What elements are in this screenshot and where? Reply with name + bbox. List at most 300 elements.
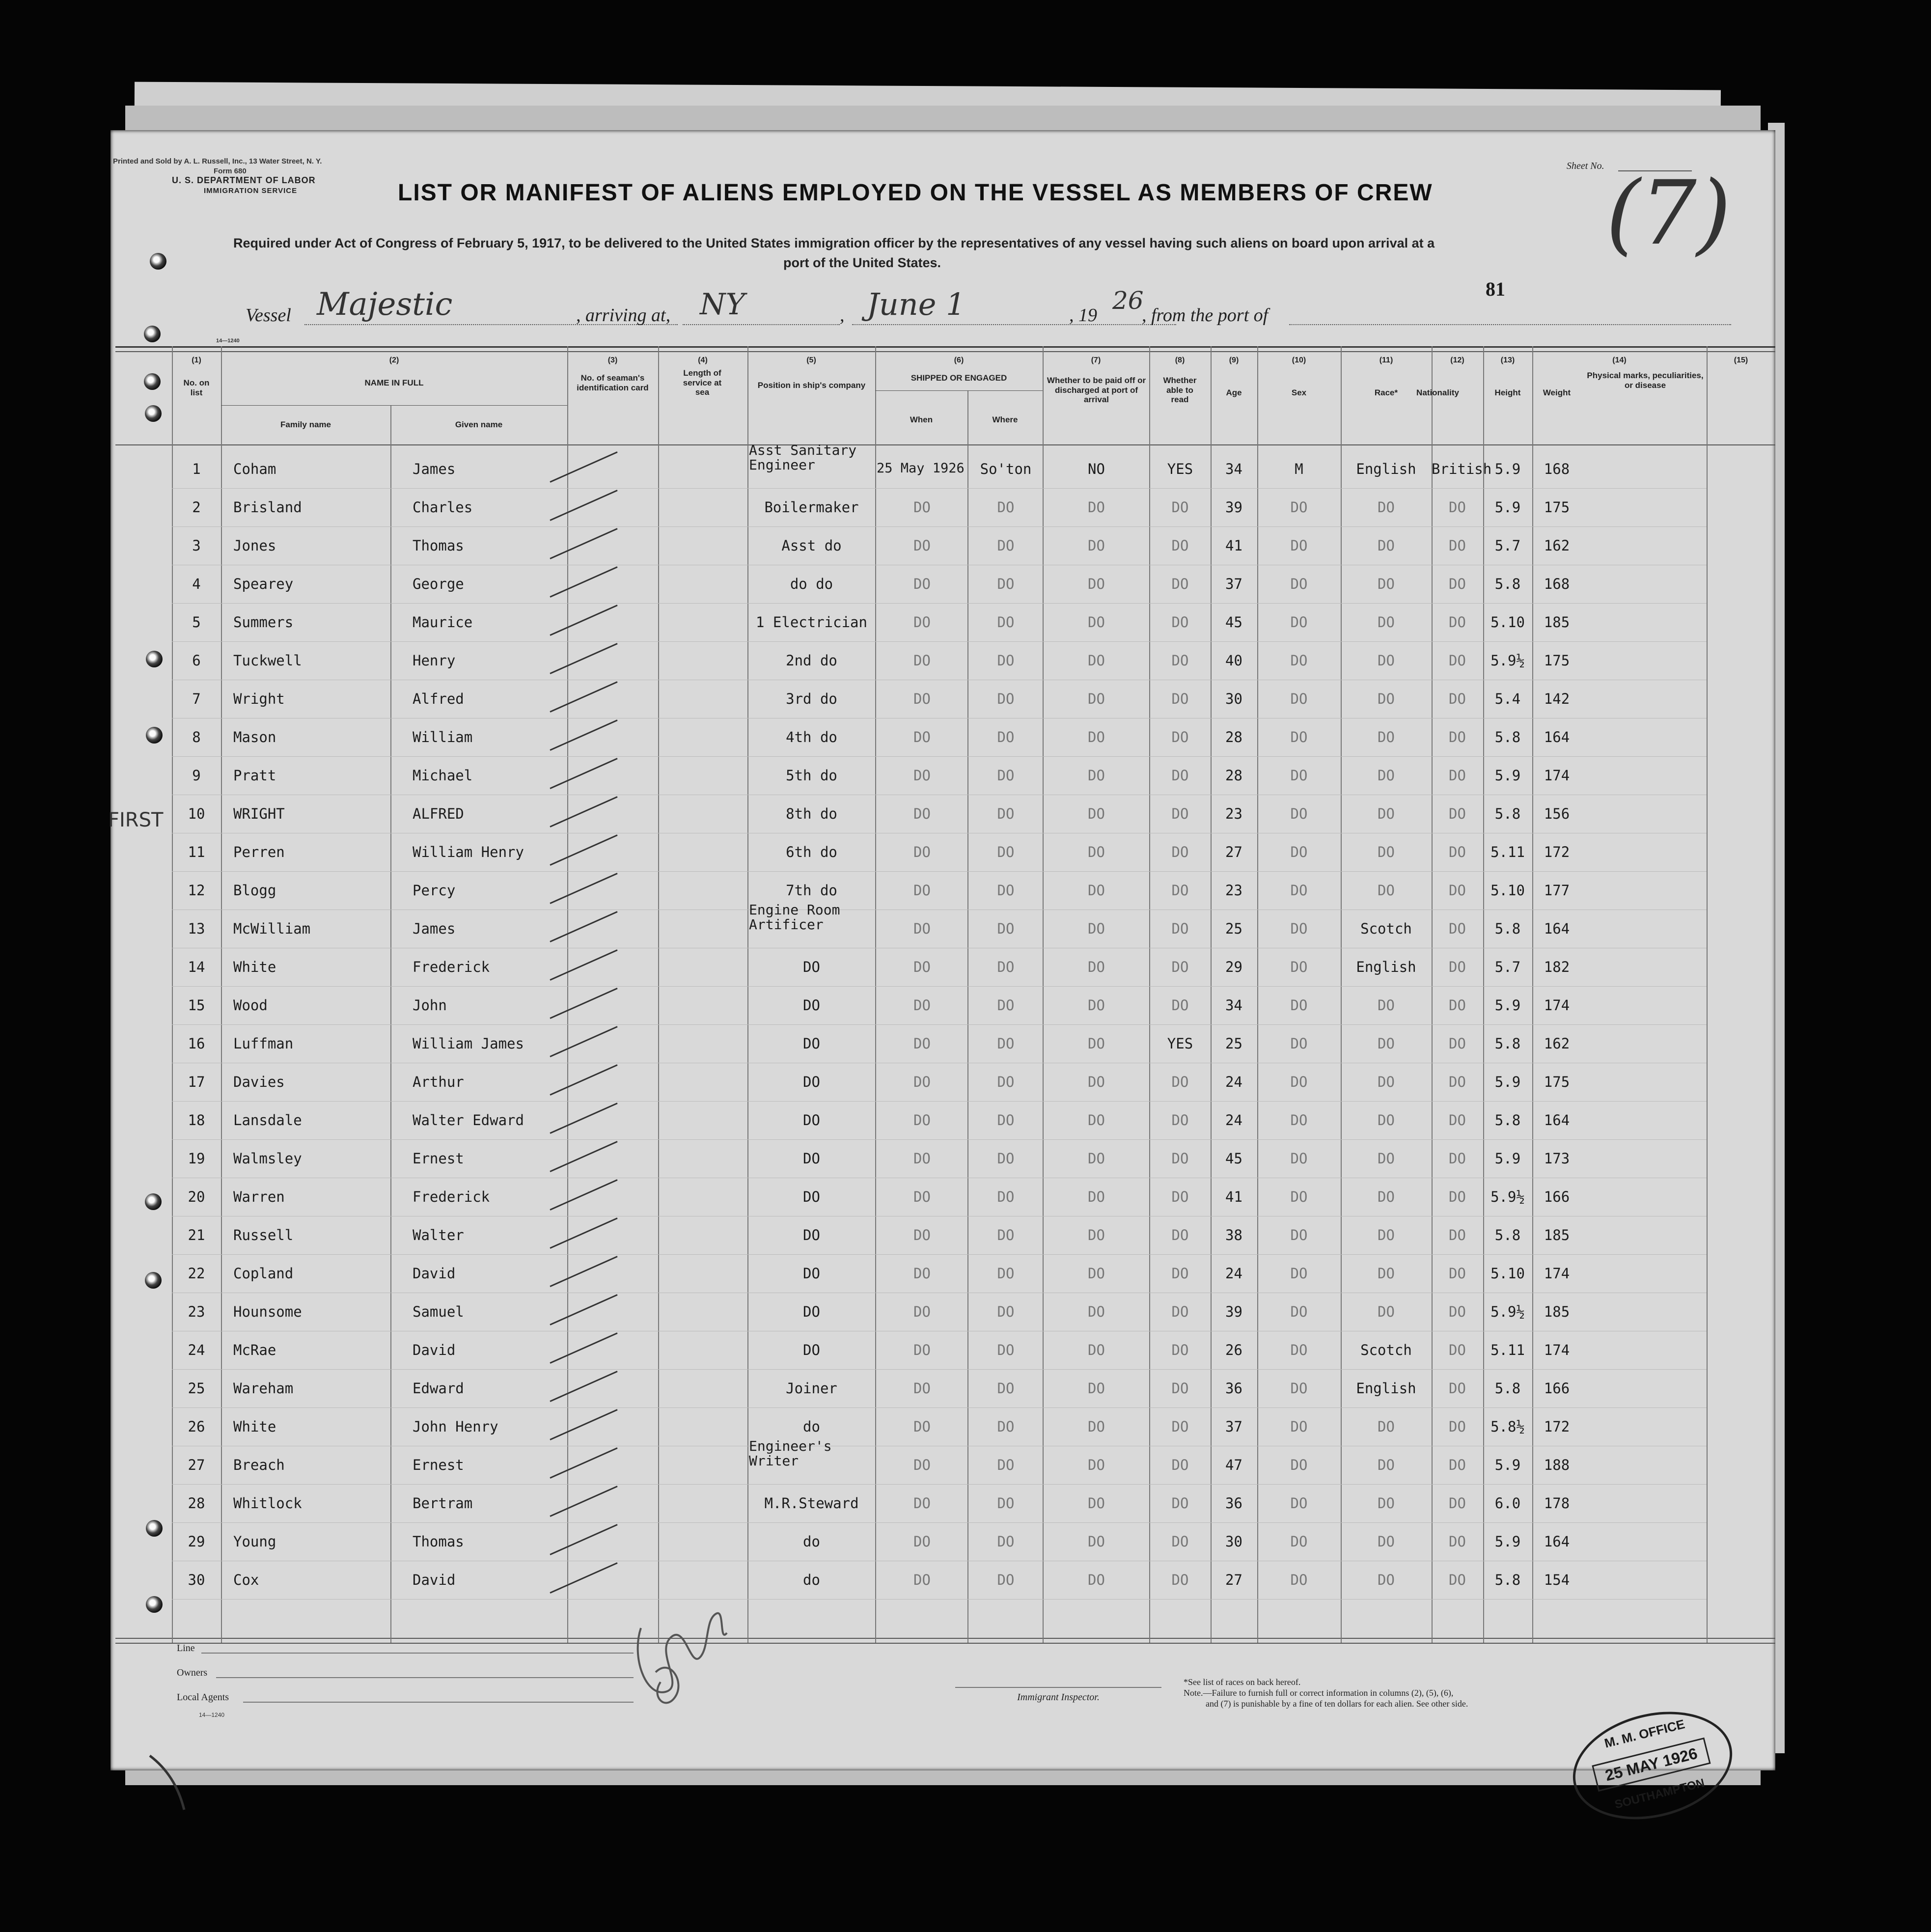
col-num-13: (13) (1500, 356, 1515, 364)
cell-family-name: McWilliam (233, 920, 311, 937)
cell-family-name: Jones (233, 537, 276, 554)
col-num-12: (12) (1450, 356, 1464, 364)
cell-shipped-when: DO (913, 1035, 931, 1052)
cell-shipped-where: DO (997, 997, 1015, 1014)
cell-able-to-read: DO (1171, 920, 1189, 937)
cell-weight: 185 (1544, 1227, 1570, 1243)
cell-race: DO (1378, 882, 1395, 899)
cell-able-to-read: DO (1171, 537, 1189, 554)
cell-shipped-when: DO (913, 767, 931, 784)
cell-nationality: DO (1449, 1188, 1466, 1205)
cell-paid-off: DO (1088, 1533, 1105, 1550)
cell-shipped-where: DO (997, 1495, 1015, 1512)
cell-sex: DO (1290, 499, 1308, 516)
cell-able-to-read: DO (1171, 1265, 1189, 1282)
cell-weight: 175 (1544, 499, 1570, 516)
local-agents-label: Local Agents (177, 1692, 229, 1703)
cell-shipped-when: DO (913, 1074, 931, 1090)
cell-age: 23 (1225, 882, 1242, 899)
cell-position: do (803, 1572, 820, 1588)
year-handwritten: 26 (1112, 286, 1144, 315)
owners-field[interactable] (216, 1677, 634, 1678)
binder-hole-icon (144, 326, 161, 342)
cell-paid-off: DO (1088, 1572, 1105, 1588)
cell-shipped-when: DO (913, 1380, 931, 1397)
cell-race: DO (1378, 1074, 1395, 1090)
cell-height: 5.9 (1494, 1150, 1521, 1167)
cell-age: 28 (1225, 767, 1242, 784)
cell-shipped-when: DO (913, 1572, 931, 1588)
cell-sex: DO (1290, 1074, 1308, 1090)
cell-row-number: 18 (188, 1112, 205, 1129)
cell-height: 5.8 (1494, 1035, 1521, 1052)
cell-row-number: 23 (188, 1303, 205, 1320)
cell-height: 5.9 (1494, 461, 1521, 477)
cell-age: 27 (1225, 844, 1242, 860)
cell-able-to-read: DO (1171, 1303, 1189, 1320)
cell-nationality: DO (1449, 1457, 1466, 1473)
cell-able-to-read: DO (1171, 614, 1189, 631)
table-row (110, 567, 1775, 604)
cell-position: DO (803, 1035, 820, 1052)
from-port-line (1289, 324, 1731, 325)
table-row (110, 1486, 1775, 1523)
arrival-date-line (852, 324, 1176, 325)
cell-height: 5.9 (1494, 1457, 1521, 1473)
local-agents-field[interactable] (243, 1702, 634, 1703)
cell-nationality: DO (1449, 1380, 1466, 1397)
cell-sex: DO (1290, 844, 1308, 860)
table-row (110, 1295, 1775, 1332)
cell-age: 41 (1225, 1188, 1242, 1205)
cell-given-name: Frederick (413, 1188, 490, 1205)
cell-race: DO (1378, 1265, 1395, 1282)
cell-height: 5.10 (1490, 882, 1525, 899)
cell-family-name: Tuckwell (233, 652, 302, 669)
cell-weight: 164 (1544, 1533, 1570, 1550)
cell-shipped-when: DO (913, 959, 931, 975)
cell-paid-off: DO (1088, 1112, 1105, 1129)
cell-race: DO (1378, 1457, 1395, 1473)
cell-family-name: Pratt (233, 767, 276, 784)
row-rule (172, 986, 1707, 987)
requirement-text-2: port of the United States. (783, 255, 941, 270)
cell-given-name: Charles (413, 499, 473, 516)
row-rule (172, 871, 1707, 872)
table-row (110, 1141, 1775, 1179)
cell-given-name: Alfred (413, 690, 464, 707)
inspector-signature (626, 1599, 734, 1716)
cell-weight: 142 (1544, 690, 1570, 707)
cell-shipped-when: DO (913, 1188, 931, 1205)
header-age: Age (1226, 388, 1242, 397)
cell-weight: 168 (1544, 576, 1570, 592)
header-physical-marks: Physical marks, peculiarities, or disease (1587, 371, 1704, 390)
cell-given-name: Samuel (413, 1303, 464, 1320)
col-num-7: (7) (1091, 356, 1101, 364)
cell-nationality: DO (1449, 1342, 1466, 1358)
cell-nationality: DO (1449, 767, 1466, 784)
cell-weight: 177 (1544, 882, 1570, 899)
cell-shipped-where: DO (997, 1150, 1015, 1167)
table-row (110, 643, 1775, 681)
row-rule (172, 1101, 1707, 1102)
cell-age: 24 (1225, 1074, 1242, 1090)
cell-row-number: 27 (188, 1457, 205, 1473)
cell-sex: DO (1290, 614, 1308, 631)
cell-position: 1 Electrician (756, 614, 867, 631)
cell-shipped-when: DO (913, 844, 931, 860)
cell-family-name: White (233, 959, 276, 975)
sheet-number-label: Sheet No. (1567, 161, 1604, 171)
cell-family-name: Wood (233, 997, 268, 1014)
header-where: Where (992, 415, 1018, 424)
cell-height: 5.9½ (1490, 652, 1525, 669)
cell-position: M.R.Steward (764, 1495, 859, 1512)
cell-shipped-when: DO (913, 1265, 931, 1282)
cell-sex: DO (1290, 1572, 1308, 1588)
cell-family-name: Luffman (233, 1035, 294, 1052)
cell-position: DO (803, 1074, 820, 1090)
table-row (110, 902, 1775, 949)
cell-nationality: DO (1449, 882, 1466, 899)
cell-shipped-where: DO (997, 499, 1015, 516)
header-length-service: Length of service at sea (683, 368, 722, 397)
cell-row-number: 25 (188, 1380, 205, 1397)
cell-able-to-read: DO (1171, 1188, 1189, 1205)
cell-position: Engine Room Artificer (749, 902, 840, 933)
cell-age: 28 (1225, 729, 1242, 745)
cell-sex: DO (1290, 1150, 1308, 1167)
cell-able-to-read: DO (1171, 1418, 1189, 1435)
cell-height: 5.10 (1490, 614, 1525, 631)
table-row (110, 1563, 1775, 1600)
arriving-port: NY (700, 287, 745, 322)
cell-height: 5.9 (1494, 1533, 1521, 1550)
header-height: Height (1494, 388, 1521, 397)
cell-paid-off: DO (1088, 1150, 1105, 1167)
cell-weight: 162 (1544, 537, 1570, 554)
cell-paid-off: DO (1088, 1188, 1105, 1205)
cell-race: DO (1378, 1188, 1395, 1205)
cell-row-number: 10 (188, 805, 205, 822)
cell-row-number: 14 (188, 959, 205, 975)
cell-row-number: 24 (188, 1342, 205, 1358)
cell-position: DO (803, 1112, 820, 1129)
sheet-mark: (7) (1606, 162, 1731, 265)
cell-nationality: DO (1449, 729, 1466, 745)
col-num-9: (9) (1229, 356, 1239, 364)
cell-race: DO (1378, 1495, 1395, 1512)
cell-shipped-when: DO (913, 1227, 931, 1243)
cell-given-name: Maurice (413, 614, 473, 631)
cell-nationality: DO (1449, 997, 1466, 1014)
cell-shipped-when: 25 May 1926 (877, 461, 965, 476)
cell-able-to-read: DO (1171, 1457, 1189, 1473)
cell-age: 39 (1225, 499, 1242, 516)
row-rule (172, 756, 1707, 757)
cell-paid-off: DO (1088, 652, 1105, 669)
cell-race: DO (1378, 767, 1395, 784)
table-row (110, 1371, 1775, 1408)
line-field[interactable] (201, 1653, 634, 1654)
cell-position: DO (803, 997, 820, 1014)
arriving-port-line (683, 324, 840, 325)
cell-height: 5.8½ (1490, 1418, 1525, 1435)
cell-nationality: DO (1449, 690, 1466, 707)
row-rule (172, 1369, 1707, 1370)
printer-line: Printed and Sold by A. L. Russell, Inc., 13 Water Street, N. Y. (113, 157, 322, 166)
cell-nationality: DO (1449, 499, 1466, 516)
cell-height: 5.9 (1494, 767, 1521, 784)
cell-able-to-read: DO (1171, 1342, 1189, 1358)
cell-sex: DO (1290, 1303, 1308, 1320)
cell-age: 24 (1225, 1112, 1242, 1129)
race-note: *See list of races on back hereof. (1184, 1677, 1301, 1687)
cell-position: Asst Sanitary Engineer (749, 442, 857, 473)
cell-nationality: DO (1449, 1495, 1466, 1512)
cell-nationality: British (1432, 461, 1492, 477)
cell-nationality: DO (1449, 844, 1466, 860)
cell-sex: DO (1290, 997, 1308, 1014)
cell-nationality: DO (1449, 1150, 1466, 1167)
cell-height: 5.9 (1494, 499, 1521, 516)
cell-position: Boilermaker (764, 499, 859, 516)
table-row (110, 442, 1775, 489)
cell-nationality: DO (1449, 614, 1466, 631)
cell-position: DO (803, 1150, 820, 1167)
cell-nationality: DO (1449, 1265, 1466, 1282)
cell-given-name: William James (413, 1035, 524, 1052)
cell-sex: DO (1290, 1418, 1308, 1435)
cell-height: 5.10 (1490, 1265, 1525, 1282)
cell-row-number: 17 (188, 1074, 205, 1090)
cell-race: Scotch (1360, 920, 1412, 937)
cell-age: 29 (1225, 959, 1242, 975)
cell-given-name: Thomas (413, 1533, 464, 1550)
cell-shipped-when: DO (913, 920, 931, 937)
stamp-date: 25 MAY 1926 (1592, 1738, 1710, 1792)
cell-paid-off: DO (1088, 844, 1105, 860)
cell-shipped-where: DO (997, 537, 1015, 554)
cell-shipped-where: So'ton (980, 461, 1032, 477)
cell-race: DO (1378, 652, 1395, 669)
corner-mark (140, 1746, 199, 1815)
cell-family-name: Lansdale (233, 1112, 302, 1129)
cell-age: 41 (1225, 537, 1242, 554)
header-able-read: Whether able to read (1163, 376, 1197, 405)
cell-position: do do (790, 576, 833, 592)
cell-able-to-read: DO (1171, 1495, 1189, 1512)
row-rule (172, 641, 1707, 642)
cell-position: 5th do (786, 767, 837, 784)
cell-row-number: 20 (188, 1188, 205, 1205)
cell-race: DO (1378, 690, 1395, 707)
cell-row-number: 29 (188, 1533, 205, 1550)
cell-paid-off: DO (1088, 690, 1105, 707)
cell-given-name: Ernest (413, 1150, 464, 1167)
cell-race: DO (1378, 499, 1395, 516)
cell-given-name: David (413, 1572, 456, 1588)
cell-position: Joiner (786, 1380, 837, 1397)
cell-race: DO (1378, 576, 1395, 592)
cell-able-to-read: DO (1171, 499, 1189, 516)
cell-weight: 172 (1544, 1418, 1570, 1435)
cell-able-to-read: DO (1171, 729, 1189, 745)
cell-shipped-where: DO (997, 805, 1015, 822)
cell-row-number: 15 (188, 997, 205, 1014)
cell-weight: 188 (1544, 1457, 1570, 1473)
table-row (110, 1180, 1775, 1217)
table-row (110, 797, 1775, 834)
cell-shipped-where: DO (997, 844, 1015, 860)
col-num-10: (10) (1292, 356, 1306, 364)
table-bottom-rule-2 (115, 1643, 1775, 1644)
table-row (110, 1065, 1775, 1102)
margin-note: FIRST (108, 809, 164, 831)
header-paid-off: Whether to be paid off or discharged at port of arrival (1047, 376, 1146, 405)
cell-family-name: Spearey (233, 576, 294, 592)
cell-paid-off: DO (1088, 805, 1105, 822)
cell-family-name: Wright (233, 690, 285, 707)
cell-row-number: 26 (188, 1418, 205, 1435)
vessel-label: Vessel (246, 305, 291, 326)
cell-age: 26 (1225, 1342, 1242, 1358)
cell-paid-off: DO (1088, 1380, 1105, 1397)
service: IMMIGRATION SERVICE (204, 187, 298, 195)
year-prefix: , 19 (1069, 305, 1097, 326)
cell-position: 4th do (786, 729, 837, 745)
cell-given-name: William (413, 729, 473, 745)
cell-family-name: Mason (233, 729, 276, 745)
cell-row-number: 19 (188, 1150, 205, 1167)
form-code: 14—1240 (216, 338, 240, 344)
cell-able-to-read: YES (1167, 461, 1193, 477)
fine-note-1: Note.—Failure to furnish full or correct information in columns (2), (5), (6), (1184, 1688, 1454, 1698)
cell-height: 5.11 (1490, 1342, 1525, 1358)
cell-shipped-when: DO (913, 576, 931, 592)
cell-family-name: Davies (233, 1074, 285, 1090)
col-num-4: (4) (698, 356, 708, 364)
cell-sex: DO (1290, 767, 1308, 784)
cell-height: 5.9½ (1490, 1188, 1525, 1205)
stamp-office: M. M. OFFICE (1602, 1716, 1686, 1751)
cell-age: 30 (1225, 690, 1242, 707)
cell-age: 23 (1225, 805, 1242, 822)
cell-paid-off: DO (1088, 920, 1105, 937)
cell-age: 37 (1225, 576, 1242, 592)
form-number: Form 680 (214, 167, 247, 175)
cell-given-name: Edward (413, 1380, 464, 1397)
cell-shipped-when: DO (913, 1150, 931, 1167)
table-row (110, 1524, 1775, 1562)
arriving-label: , arriving at, (576, 305, 671, 326)
binder-hole-icon (144, 373, 161, 390)
cell-height: 5.8 (1494, 805, 1521, 822)
cell-height: 5.11 (1490, 844, 1525, 860)
cell-family-name: Young (233, 1533, 276, 1550)
cell-able-to-read: DO (1171, 690, 1189, 707)
cell-race: DO (1378, 1303, 1395, 1320)
cell-height: 5.4 (1494, 690, 1521, 707)
cell-weight: 156 (1544, 805, 1570, 822)
cell-race: Scotch (1360, 1342, 1412, 1358)
cell-paid-off: DO (1088, 1227, 1105, 1243)
cell-row-number: 30 (188, 1572, 205, 1588)
cell-able-to-read: DO (1171, 997, 1189, 1014)
cell-row-number: 11 (188, 844, 205, 860)
cell-given-name: Walter (413, 1227, 464, 1243)
cell-weight: 168 (1544, 461, 1570, 477)
table-row (110, 988, 1775, 1025)
cell-position: DO (803, 1342, 820, 1358)
cell-age: 34 (1225, 461, 1242, 477)
cell-shipped-where: DO (997, 1265, 1015, 1282)
cell-shipped-where: DO (997, 1418, 1015, 1435)
cell-able-to-read: DO (1171, 576, 1189, 592)
cell-family-name: Brisland (233, 499, 302, 516)
cell-shipped-when: DO (913, 614, 931, 631)
cell-row-number: 9 (192, 767, 201, 784)
row-rule (172, 1599, 1707, 1600)
cell-paid-off: DO (1088, 1303, 1105, 1320)
cell-sex: DO (1290, 652, 1308, 669)
cell-nationality: DO (1449, 1303, 1466, 1320)
table-row (110, 1256, 1775, 1294)
cell-height: 5.8 (1494, 576, 1521, 592)
col-num-8: (8) (1175, 356, 1185, 364)
owners-label: Owners (177, 1667, 208, 1678)
cell-nationality: DO (1449, 1112, 1466, 1129)
cell-paid-off: DO (1088, 499, 1105, 516)
cell-height: 5.7 (1494, 537, 1521, 554)
cell-position: DO (803, 959, 820, 975)
col-num-15: (15) (1734, 356, 1748, 364)
cell-row-number: 4 (192, 576, 201, 592)
cell-height: 5.7 (1494, 959, 1521, 975)
cell-nationality: DO (1449, 959, 1466, 975)
cell-position: 2nd do (786, 652, 837, 669)
from-port-label: , from the port of (1142, 305, 1269, 326)
cell-given-name: Arthur (413, 1074, 464, 1090)
cell-given-name: George (413, 576, 464, 592)
cell-shipped-where: DO (997, 1457, 1015, 1473)
cell-able-to-read: DO (1171, 844, 1189, 860)
cell-family-name: Russell (233, 1227, 294, 1243)
cell-race: DO (1378, 1418, 1395, 1435)
header-nationality: Nationality (1416, 388, 1459, 397)
cell-family-name: Warren (233, 1188, 285, 1205)
cell-age: 36 (1225, 1495, 1242, 1512)
cell-able-to-read: DO (1171, 1074, 1189, 1090)
cell-weight: 154 (1544, 1572, 1570, 1588)
cell-family-name: Coham (233, 461, 276, 477)
cell-weight: 164 (1544, 920, 1570, 937)
cell-shipped-when: DO (913, 997, 931, 1014)
cell-race: DO (1378, 844, 1395, 860)
table-row (110, 720, 1775, 757)
cell-nationality: DO (1449, 1418, 1466, 1435)
cell-able-to-read: DO (1171, 1533, 1189, 1550)
cell-nationality: DO (1449, 1572, 1466, 1588)
row-rule (172, 526, 1707, 527)
cell-given-name: Michael (413, 767, 473, 784)
page-title: LIST OR MANIFEST OF ALIENS EMPLOYED ON THE VESSEL AS MEMBERS OF CREW (398, 180, 1433, 206)
col-num-6: (6) (954, 356, 964, 364)
cell-race: DO (1378, 805, 1395, 822)
cell-given-name: Bertram (413, 1495, 473, 1512)
cell-weight: 166 (1544, 1188, 1570, 1205)
